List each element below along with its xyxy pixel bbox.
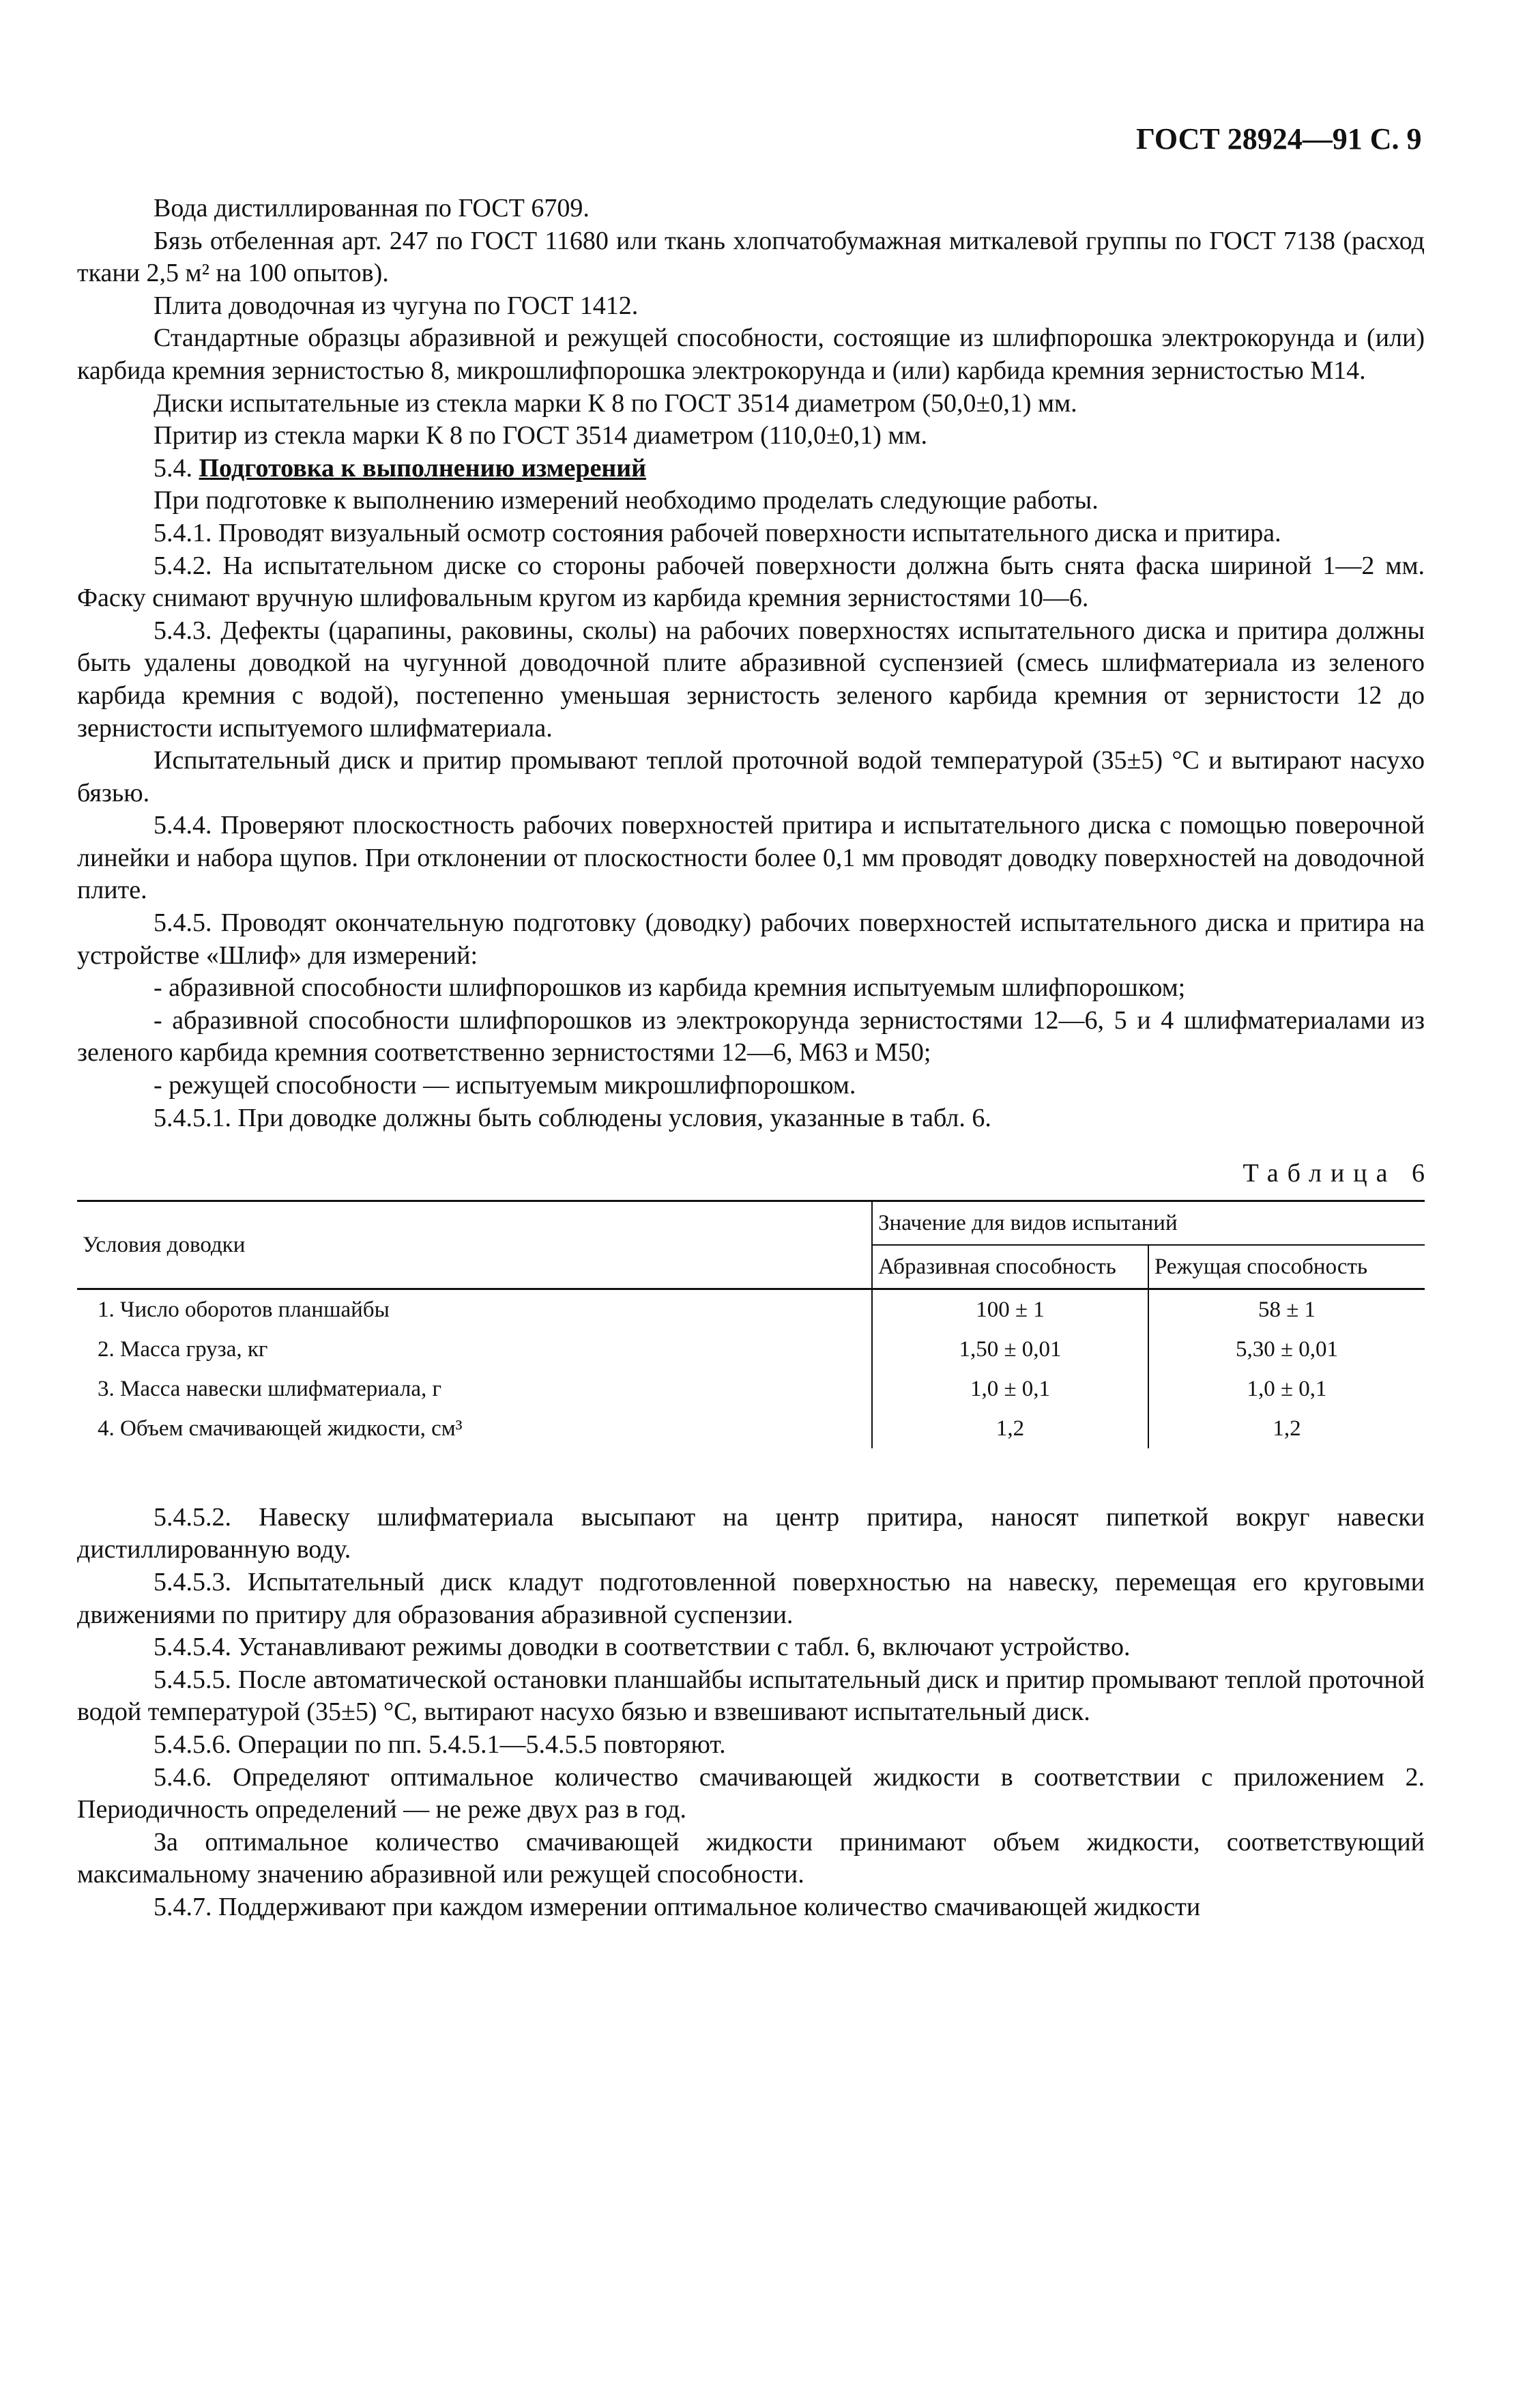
table-row bbox=[77, 1409, 1425, 1448]
document-body bbox=[77, 192, 1434, 1924]
paragraph: При подготовке к выполнению измерений необходимо проделать следующие работы. bbox=[154, 486, 1099, 515]
condition-cell: 1. Число оборотов планшайбы bbox=[77, 1289, 872, 1330]
paragraph: 5.4.2. На испытательном диске со стороны рабочей поверхности должна быть снята фаска шириной 1—2 мм. Фаску снимают вручную шлифовальным кругом из карбида кремния зернистостями 10—6. bbox=[77, 551, 1425, 613]
paragraph: 5.4.7. Поддерживают при каждом измерении оптимальное количество смачивающей жидкости bbox=[154, 1892, 1201, 1921]
table-row bbox=[77, 1289, 1425, 1330]
paragraph: Диски испытательные из стекла марки К 8 по ГОСТ 3514 диаметром (50,0±0,1) мм. bbox=[154, 388, 1077, 418]
paragraph: 5.4.5.5. После автоматической остановки планшайбы испытательный диск и притир промывают теплой проточной водой температурой (35±5) °С, вытирают насухо бязью и взвешивают испытательный диск. bbox=[77, 1665, 1425, 1727]
paragraph: 5.4.5.4. Устанавливают режимы доводки в соответствии с табл. 6, включают устройство. bbox=[154, 1633, 1131, 1662]
list-item: - абразивной способности шлифпорошков из электрокорунда зернистостями 12—6, 5 и 4 шлифматериалами из зеленого карбида кремния соответственно зернистостями 12—6, М63 и М50; bbox=[77, 1005, 1425, 1067]
cutting-value: 58 ± 1 bbox=[1148, 1289, 1425, 1330]
condition-cell: 3. Масса навески шлифматериала, г bbox=[77, 1369, 872, 1409]
header-abrasive: Абразивная способность bbox=[872, 1245, 1148, 1289]
paragraph: 5.4.5.1. При доводке должны быть соблюдены условия, указанные в табл. 6. bbox=[154, 1103, 991, 1132]
abrasive-value: 1,2 bbox=[872, 1409, 1148, 1448]
paragraph: Плита доводочная из чугуна по ГОСТ 1412. bbox=[154, 291, 639, 320]
cutting-value: 1,2 bbox=[1148, 1409, 1425, 1448]
paragraph: Испытательный диск и притир промывают теплой проточной водой температурой (35±5) °С и вытирают насухо бязью. bbox=[77, 746, 1425, 807]
paragraph: 5.4.6. Определяют оптимальное количество смачивающей жидкости в соответствии с приложением 2. Периодичность определений — не реже двух раз в год. bbox=[77, 1762, 1425, 1824]
paragraph: Бязь отбеленная арт. 247 по ГОСТ 11680 или ткань хлопчатобумажная миткалевой группы по ГОСТ 7138 (расход ткани 2,5 м² на 100 опытов). bbox=[77, 226, 1425, 288]
paragraph: 5.4.4. Проверяют плоскостность рабочих поверхностей притира и испытательного диска с помощью поверочной линейки и набора щупов. При отклонении от плоскостности более 0,1 мм проводят доводку поверхностей на доводочной плите. bbox=[77, 811, 1425, 905]
header-conditions: Условия доводки bbox=[77, 1201, 872, 1289]
section-title: Подготовка к выполнению измерений bbox=[199, 453, 646, 483]
abrasive-value: 100 ± 1 bbox=[872, 1289, 1148, 1330]
table-row bbox=[77, 1369, 1425, 1409]
cutting-value: 1,0 ± 0,1 bbox=[1148, 1369, 1425, 1409]
abrasive-value: 1,0 ± 0,1 bbox=[872, 1369, 1148, 1409]
header-cutting: Режущая способность bbox=[1148, 1245, 1425, 1289]
list-item: - абразивной способности шлифпорошков из карбида кремния испытуемым шлифпорошком; bbox=[154, 973, 1186, 1003]
header-group: Значение для видов испытаний bbox=[872, 1201, 1425, 1245]
section-number: 5.4. bbox=[154, 453, 192, 483]
paragraph: 5.4.5.2. Навеску шлифматериала высыпают на центр притира, наносят пипеткой вокруг навески дистиллированную воду. bbox=[77, 1502, 1425, 1564]
paragraph: 5.4.5.3. Испытательный диск кладут подготовленной поверхностью на навеску, перемещая его круговыми движениями по притиру для образования абразивной суспензии. bbox=[77, 1568, 1425, 1629]
paragraph: Вода дистиллированная по ГОСТ 6709. bbox=[154, 194, 590, 223]
abrasive-value: 1,50 ± 0,01 bbox=[872, 1330, 1148, 1369]
condition-cell: 2. Масса груза, кг bbox=[77, 1330, 872, 1369]
paragraph: 5.4.5.6. Операции по пп. 5.4.5.1—5.4.5.5 повторяют. bbox=[154, 1730, 726, 1759]
page-header: ГОСТ 28924—91 С. 9 bbox=[1136, 122, 1422, 156]
list-item: - режущей способности — испытуемым микрошлифпорошком. bbox=[154, 1071, 856, 1100]
paragraph: Притир из стекла марки К 8 по ГОСТ 3514 диаметром (110,0±0,1) мм. bbox=[154, 421, 928, 450]
paragraph: Стандартные образцы абразивной и режущей способности, состоящие из шлифпорошка электрокорунда и (или) карбида кремния зернистостью 8, микрошлифпорошка электрокорунда и (или) карбида кремния зернистостью М14. bbox=[77, 324, 1425, 385]
conditions-table bbox=[77, 1200, 1425, 1448]
section-heading bbox=[77, 453, 1425, 485]
paragraph: 5.4.1. Проводят визуальный осмотр состояния рабочей поверхности испытательного диска и притира. bbox=[154, 518, 1281, 547]
table-row bbox=[77, 1330, 1425, 1369]
paragraph: 5.4.5. Проводят окончательную подготовку (доводку) рабочих поверхностей испытательного диска и притира на устройстве «Шлиф» для измерений: bbox=[77, 908, 1425, 970]
table-caption: Таблица 6 bbox=[1243, 1159, 1434, 1188]
cutting-value: 5,30 ± 0,01 bbox=[1148, 1330, 1425, 1369]
paragraph: За оптимальное количество смачивающей жидкости принимают объем жидкости, соответствующий максимальному значению абразивной или режущей способности. bbox=[77, 1827, 1425, 1889]
paragraph: 5.4.3. Дефекты (царапины, раковины, сколы) на рабочих поверхностях испытательного диска и притира должны быть удалены доводкой на чугунной доводочной плите абразивной суспензией (смесь шлифматериала из зеленого карбида кремния с водой), постепенно уменьшая зернистость зеленого карбида кремния от зернистости 12 до зернистости испытуемого шлифматериала. bbox=[77, 616, 1425, 743]
condition-cell: 4. Объем смачивающей жидкости, см³ bbox=[77, 1409, 872, 1448]
